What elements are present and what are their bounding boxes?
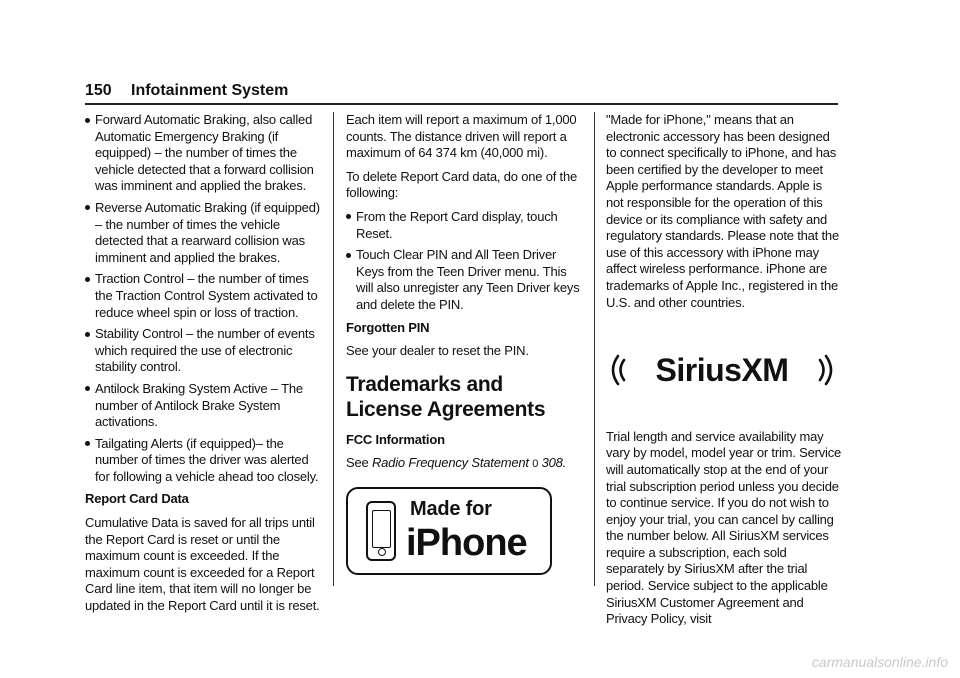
badge-top-text: Made for (410, 497, 492, 520)
subheading-report-card-data: Report Card Data (85, 491, 189, 507)
list-item: Stability Control – the number of events which required the use of electronic stability control. (85, 326, 321, 376)
list-item: Touch Clear PIN and All Teen Driver Keys from the Teen Driver menu. This will also unregister any Teen Driver keys and delete the PIN. (346, 247, 582, 313)
paragraph: See your dealer to reset the PIN. (346, 343, 529, 359)
see-prefix: See (346, 455, 369, 471)
see-reference (346, 455, 582, 473)
paragraph: "Made for iPhone," means that an electronic accessory has been designed to connect specifically to iPhone, and has been certified by the developer to meet Apple performance standards. Apple is not responsible for the operation of this device or its compliance with safety and regulatory standards. Please note that the use of this accessory with iPhone may affect wireless performance. iPhone are trademarks of Apple Inc., registered in the U.S. and other countries. (606, 112, 839, 310)
section-heading: Trademarks and License Agreements (346, 372, 546, 421)
list-item: Reverse Automatic Braking (if equipped) – the number of times the vehicle detected that a rearward collision was imminent and applied the brakes. (85, 200, 321, 266)
reference-page: 308. (541, 455, 567, 471)
list-item: Antilock Braking System Active – The number of Antilock Brake System activations. (85, 381, 321, 431)
header-rule (85, 103, 838, 105)
arrow-icon: 0 (532, 458, 539, 471)
column-middle (346, 112, 582, 575)
report-card-items-list (85, 112, 321, 485)
phone-icon (366, 501, 396, 561)
column-divider (333, 112, 334, 586)
subheading-forgotten-pin: Forgotten PIN (346, 319, 430, 335)
watermark: carmanualsonline.info (811, 654, 948, 670)
siriusxm-logo (606, 346, 838, 394)
list-item: Forward Automatic Braking, also called Automatic Emergency Braking (if equipped) – the number of times the vehicle detected that a forward collision was imminent and applied the brakes. (85, 112, 321, 195)
page-header (85, 82, 838, 104)
list-item: Traction Control – the number of times the Traction Control System activated to reduce wheel spin or loss of traction. (85, 271, 321, 321)
paragraph: Trial length and service availability may vary by model, model year or trim. Service will automatically stop at the end of your trial subscription period unless you decide to continue service. If you do not wish to enjoy your trial, you can cancel by calling the number below. All SiriusXM services require a subscription, each sold separately by SiriusXM after the trial period. Service subject to the applicable SiriusXM Customer Agreement and Privacy Policy, visit (606, 428, 842, 627)
reference-link[interactable]: Radio Frequency Statement (371, 455, 529, 471)
delete-steps-list (346, 209, 582, 314)
page-number: 150 (85, 82, 112, 99)
paragraph: To delete Report Card data, do one of the following: (346, 168, 578, 201)
siriusxm-logo-text: SiriusXM (655, 352, 789, 389)
column-divider (594, 112, 595, 586)
made-for-iphone-badge (346, 487, 552, 575)
list-item: From the Report Card display, touch Reset. (346, 209, 582, 242)
paragraph: Each item will report a maximum of 1,000 counts. The distance driven will report a maximum of 64 374 km (40,000 mi). (346, 112, 577, 161)
badge-bottom-text: iPhone (406, 521, 527, 564)
list-item: Tailgating Alerts (if equipped)– the number of times the driver was alerted for following a vehicle ahead too closely. (85, 436, 321, 486)
column-right (606, 112, 842, 635)
section-title: Infotainment System (131, 82, 289, 99)
paragraph: Cumulative Data is saved for all trips until the Report Card is reset or until the maximum count is exceeded. If the maximum count is exceeded for a Report Card line item, that item will no longer be updated in the Report Card until it is reset. (85, 515, 320, 614)
subheading-fcc-information: FCC Information (346, 431, 445, 447)
column-left (85, 112, 321, 622)
